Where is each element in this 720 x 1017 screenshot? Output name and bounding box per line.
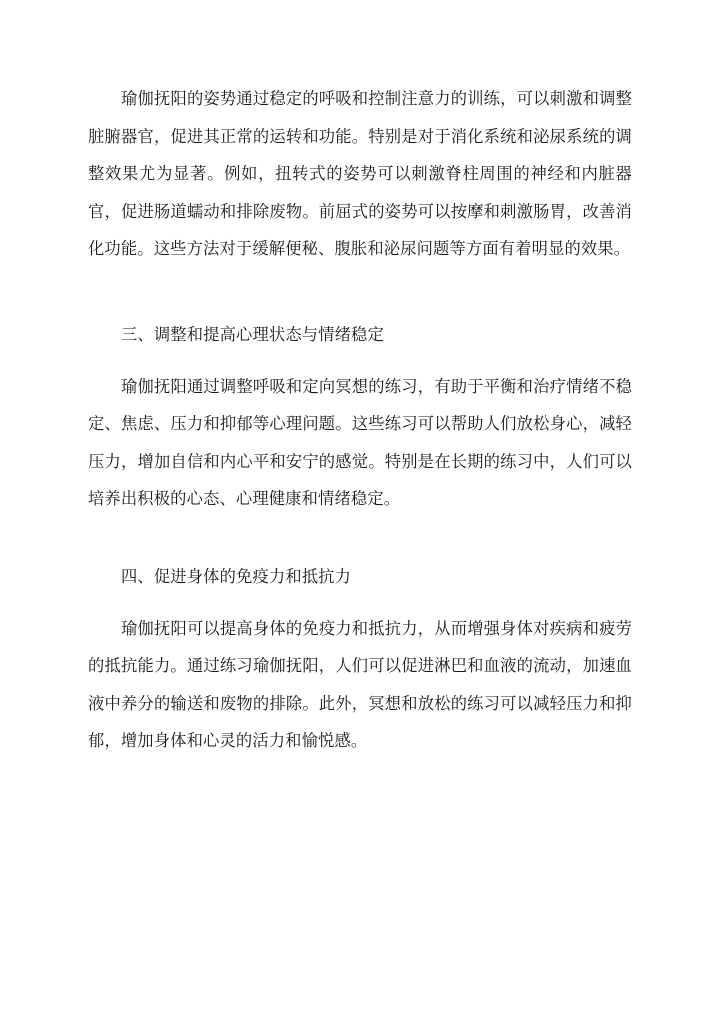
section-spacer bbox=[88, 518, 632, 558]
section-heading-3: 三、调整和提高心理状态与情绪稳定 bbox=[121, 324, 384, 344]
section-heading-4: 四、促进身体的免疫力和抵抗力 bbox=[121, 566, 352, 586]
paragraph-immunity: 瑜伽抚阳可以提高身体的免疫力和抵抗力，从而增强身体对疾病和疲劳的抵抗能力。通过练习瑜伽抚阳，人们可以促进淋巴和血液的流动，加速血液中养分的输送和废物的排除。此外，冥想和放松的练习可以减轻压力和抑郁，增加身体和心灵的活力和愉悦感。 bbox=[88, 618, 632, 751]
section-spacer bbox=[88, 596, 632, 610]
paragraph-organ-regulation: 瑜伽抚阳的姿势通过稳定的呼吸和控制注意力的训练，可以刺激和调整脏腑器官，促进其正常的运转和功能。特别是对于消化系统和泌尿系统的调整效果尤为显著。例如，扭转式的姿势可以刺激脊柱周围的神经和内脏器官，促进肠道蠕动和排除废物。前屈式的姿势可以按摩和刺激肠胃，改善消化功能。这些方法对于缓解便秘、腹胀和泌尿问题等方面有着明显的效果。 bbox=[88, 89, 632, 259]
section-spacer bbox=[88, 268, 632, 316]
section-spacer bbox=[88, 354, 632, 368]
paragraph-mental-state: 瑜伽抚阳通过调整呼吸和定向冥想的练习，有助于平衡和治疗情绪不稳定、焦虑、压力和抑郁等心理问题。这些练习可以帮助人们放松身心，减轻压力，增加自信和内心平和安宁的感觉。特别是在长期的练习中，人们可以培养出积极的心态、心理健康和情绪稳定。 bbox=[88, 376, 632, 509]
